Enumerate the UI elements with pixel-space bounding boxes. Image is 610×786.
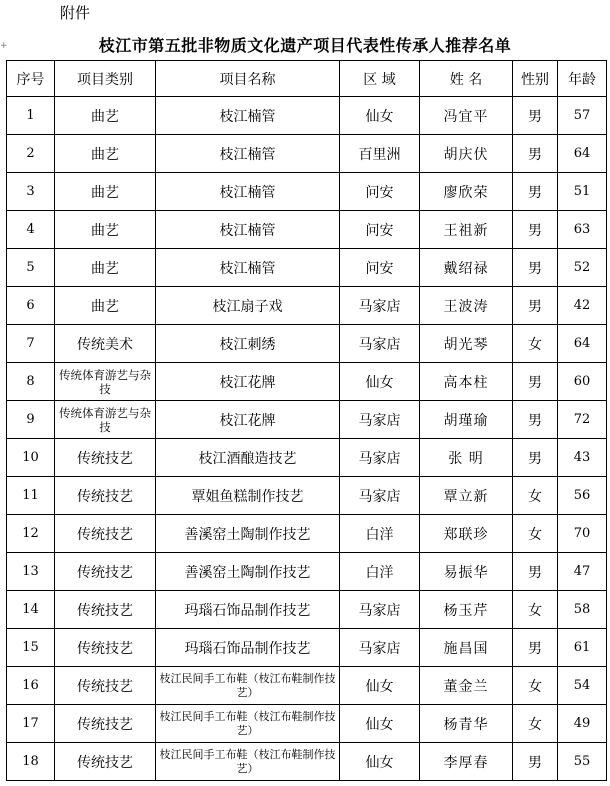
cell-name: 胡光琴 <box>420 325 513 363</box>
cell-name: 王祖新 <box>420 211 513 249</box>
cell-gender: 男 <box>513 135 558 173</box>
table-row <box>7 325 607 363</box>
column-header-gender: 性别 <box>513 61 558 97</box>
cell-no: 9 <box>7 401 55 439</box>
cell-area: 马家店 <box>340 401 420 439</box>
cell-gender: 女 <box>513 667 558 705</box>
cell-age: 43 <box>558 439 607 477</box>
cell-age: 64 <box>558 135 607 173</box>
cell-category: 传统技艺 <box>55 515 156 553</box>
column-header-area: 区 域 <box>340 61 420 97</box>
cell-category: 曲艺 <box>55 135 156 173</box>
cell-area: 仙女 <box>340 667 420 705</box>
cell-name: 李厚春 <box>420 743 513 781</box>
cell-gender: 男 <box>513 363 558 401</box>
cell-project: 枝江民间手工布鞋（枝江布鞋制作技艺） <box>156 705 340 743</box>
cell-project: 玛瑙石饰品制作技艺 <box>156 591 340 629</box>
cell-name: 廖欣荣 <box>420 173 513 211</box>
table-row <box>7 211 607 249</box>
cell-gender: 男 <box>513 97 558 135</box>
cell-category: 传统技艺 <box>55 667 156 705</box>
cell-area: 仙女 <box>340 743 420 781</box>
cell-name: 王波涛 <box>420 287 513 325</box>
cell-category: 曲艺 <box>55 97 156 135</box>
cell-age: 64 <box>558 325 607 363</box>
cell-name: 易振华 <box>420 553 513 591</box>
cell-age: 58 <box>558 591 607 629</box>
cell-age: 70 <box>558 515 607 553</box>
cell-category: 传统技艺 <box>55 743 156 781</box>
cell-area: 马家店 <box>340 325 420 363</box>
cell-gender: 男 <box>513 439 558 477</box>
cell-category: 传统技艺 <box>55 439 156 477</box>
cell-gender: 男 <box>513 743 558 781</box>
cell-project: 覃姐鱼糕制作技艺 <box>156 477 340 515</box>
cell-age: 57 <box>558 97 607 135</box>
column-header-no: 序号 <box>7 61 55 97</box>
cell-project: 枝江花牌 <box>156 363 340 401</box>
cell-category: 传统美术 <box>55 325 156 363</box>
cell-name: 戴绍禄 <box>420 249 513 287</box>
cell-project: 枝江楠管 <box>156 211 340 249</box>
table-row <box>7 477 607 515</box>
table-row <box>7 591 607 629</box>
cell-no: 16 <box>7 667 55 705</box>
table-row <box>7 249 607 287</box>
cell-no: 2 <box>7 135 55 173</box>
table-row <box>7 97 607 135</box>
table-row <box>7 705 607 743</box>
cell-gender: 女 <box>513 515 558 553</box>
table-row <box>7 439 607 477</box>
cell-category: 传统技艺 <box>55 553 156 591</box>
cell-no: 7 <box>7 325 55 363</box>
cell-gender: 男 <box>513 249 558 287</box>
cell-area: 马家店 <box>340 287 420 325</box>
cell-project: 枝江刺绣 <box>156 325 340 363</box>
cell-name: 胡瑾瑜 <box>420 401 513 439</box>
table-row <box>7 743 607 781</box>
cell-no: 18 <box>7 743 55 781</box>
cell-no: 14 <box>7 591 55 629</box>
cell-project: 枝江楠管 <box>156 249 340 287</box>
cell-area: 仙女 <box>340 363 420 401</box>
cell-gender: 女 <box>513 591 558 629</box>
cell-gender: 女 <box>513 705 558 743</box>
column-header-project: 项目名称 <box>156 61 340 97</box>
cell-project: 善溪窑土陶制作技艺 <box>156 515 340 553</box>
cell-project: 枝江酒酿造技艺 <box>156 439 340 477</box>
cell-age: 61 <box>558 629 607 667</box>
cell-project: 枝江花牌 <box>156 401 340 439</box>
cell-category: 曲艺 <box>55 173 156 211</box>
cell-area: 问安 <box>340 173 420 211</box>
cell-category: 传统体育游艺与杂技 <box>55 401 156 439</box>
cell-name: 杨青华 <box>420 705 513 743</box>
cell-name: 施昌国 <box>420 629 513 667</box>
cell-gender: 男 <box>513 401 558 439</box>
cell-no: 13 <box>7 553 55 591</box>
cell-name: 冯宜平 <box>420 97 513 135</box>
cell-no: 3 <box>7 173 55 211</box>
cell-project: 枝江楠管 <box>156 135 340 173</box>
cell-area: 问安 <box>340 211 420 249</box>
cell-age: 49 <box>558 705 607 743</box>
cell-no: 10 <box>7 439 55 477</box>
cell-gender: 男 <box>513 629 558 667</box>
cell-area: 马家店 <box>340 591 420 629</box>
column-header-category: 项目类别 <box>55 61 156 97</box>
cell-no: 8 <box>7 363 55 401</box>
cell-category: 曲艺 <box>55 287 156 325</box>
cell-category: 传统技艺 <box>55 477 156 515</box>
cell-area: 马家店 <box>340 477 420 515</box>
table-row <box>7 135 607 173</box>
text-anchor-mark: + <box>0 41 8 51</box>
cell-area: 白洋 <box>340 515 420 553</box>
cell-area: 问安 <box>340 249 420 287</box>
cell-age: 56 <box>558 477 607 515</box>
column-header-age: 年龄 <box>558 61 607 97</box>
cell-no: 1 <box>7 97 55 135</box>
cell-area: 百里洲 <box>340 135 420 173</box>
cell-gender: 男 <box>513 553 558 591</box>
table-row <box>7 287 607 325</box>
cell-age: 60 <box>558 363 607 401</box>
cell-no: 15 <box>7 629 55 667</box>
cell-no: 5 <box>7 249 55 287</box>
document-title: 枝江市第五批非物质文化遗产项目代表性传承人推荐名单 <box>98 36 512 55</box>
cell-no: 12 <box>7 515 55 553</box>
cell-no: 17 <box>7 705 55 743</box>
cell-age: 55 <box>558 743 607 781</box>
cell-gender: 男 <box>513 173 558 211</box>
table-row <box>7 401 607 439</box>
cell-age: 51 <box>558 173 607 211</box>
cell-age: 72 <box>558 401 607 439</box>
cell-name: 董金兰 <box>420 667 513 705</box>
cell-name: 高本柱 <box>420 363 513 401</box>
cell-category: 曲艺 <box>55 249 156 287</box>
table-row <box>7 553 607 591</box>
cell-project: 枝江民间手工布鞋（枝江布鞋制作技艺） <box>156 743 340 781</box>
cell-area: 仙女 <box>340 705 420 743</box>
table-row <box>7 173 607 211</box>
table-row <box>7 667 607 705</box>
cell-area: 马家店 <box>340 629 420 667</box>
cell-age: 47 <box>558 553 607 591</box>
cell-name: 张 明 <box>420 439 513 477</box>
cell-name: 郑联珍 <box>420 515 513 553</box>
cell-age: 52 <box>558 249 607 287</box>
cell-project: 玛瑙石饰品制作技艺 <box>156 629 340 667</box>
cell-project: 枝江民间手工布鞋（枝江布鞋制作技艺） <box>156 667 340 705</box>
cell-name: 覃立新 <box>420 477 513 515</box>
column-header-name: 姓 名 <box>420 61 513 97</box>
table-row <box>7 515 607 553</box>
cell-category: 传统技艺 <box>55 629 156 667</box>
cell-name: 胡庆伏 <box>420 135 513 173</box>
cell-gender: 女 <box>513 325 558 363</box>
cell-project: 枝江扇子戏 <box>156 287 340 325</box>
table-header-row <box>7 61 607 97</box>
cell-category: 传统技艺 <box>55 705 156 743</box>
nominee-table <box>6 60 607 781</box>
cell-gender: 男 <box>513 287 558 325</box>
cell-category: 曲艺 <box>55 211 156 249</box>
cell-age: 42 <box>558 287 607 325</box>
cell-age: 54 <box>558 667 607 705</box>
cell-gender: 男 <box>513 211 558 249</box>
cell-category: 传统技艺 <box>55 591 156 629</box>
cell-age: 63 <box>558 211 607 249</box>
cell-area: 仙女 <box>340 97 420 135</box>
cell-no: 6 <box>7 287 55 325</box>
cell-name: 杨玉芹 <box>420 591 513 629</box>
cell-area: 马家店 <box>340 439 420 477</box>
cell-no: 4 <box>7 211 55 249</box>
cell-gender: 女 <box>513 477 558 515</box>
table-row <box>7 629 607 667</box>
cell-project: 枝江楠管 <box>156 173 340 211</box>
table-row <box>7 363 607 401</box>
attachment-label: 附件 <box>60 4 91 22</box>
cell-project: 枝江楠管 <box>156 97 340 135</box>
cell-area: 白洋 <box>340 553 420 591</box>
cell-category: 传统体育游艺与杂技 <box>55 363 156 401</box>
cell-no: 11 <box>7 477 55 515</box>
cell-project: 善溪窑土陶制作技艺 <box>156 553 340 591</box>
